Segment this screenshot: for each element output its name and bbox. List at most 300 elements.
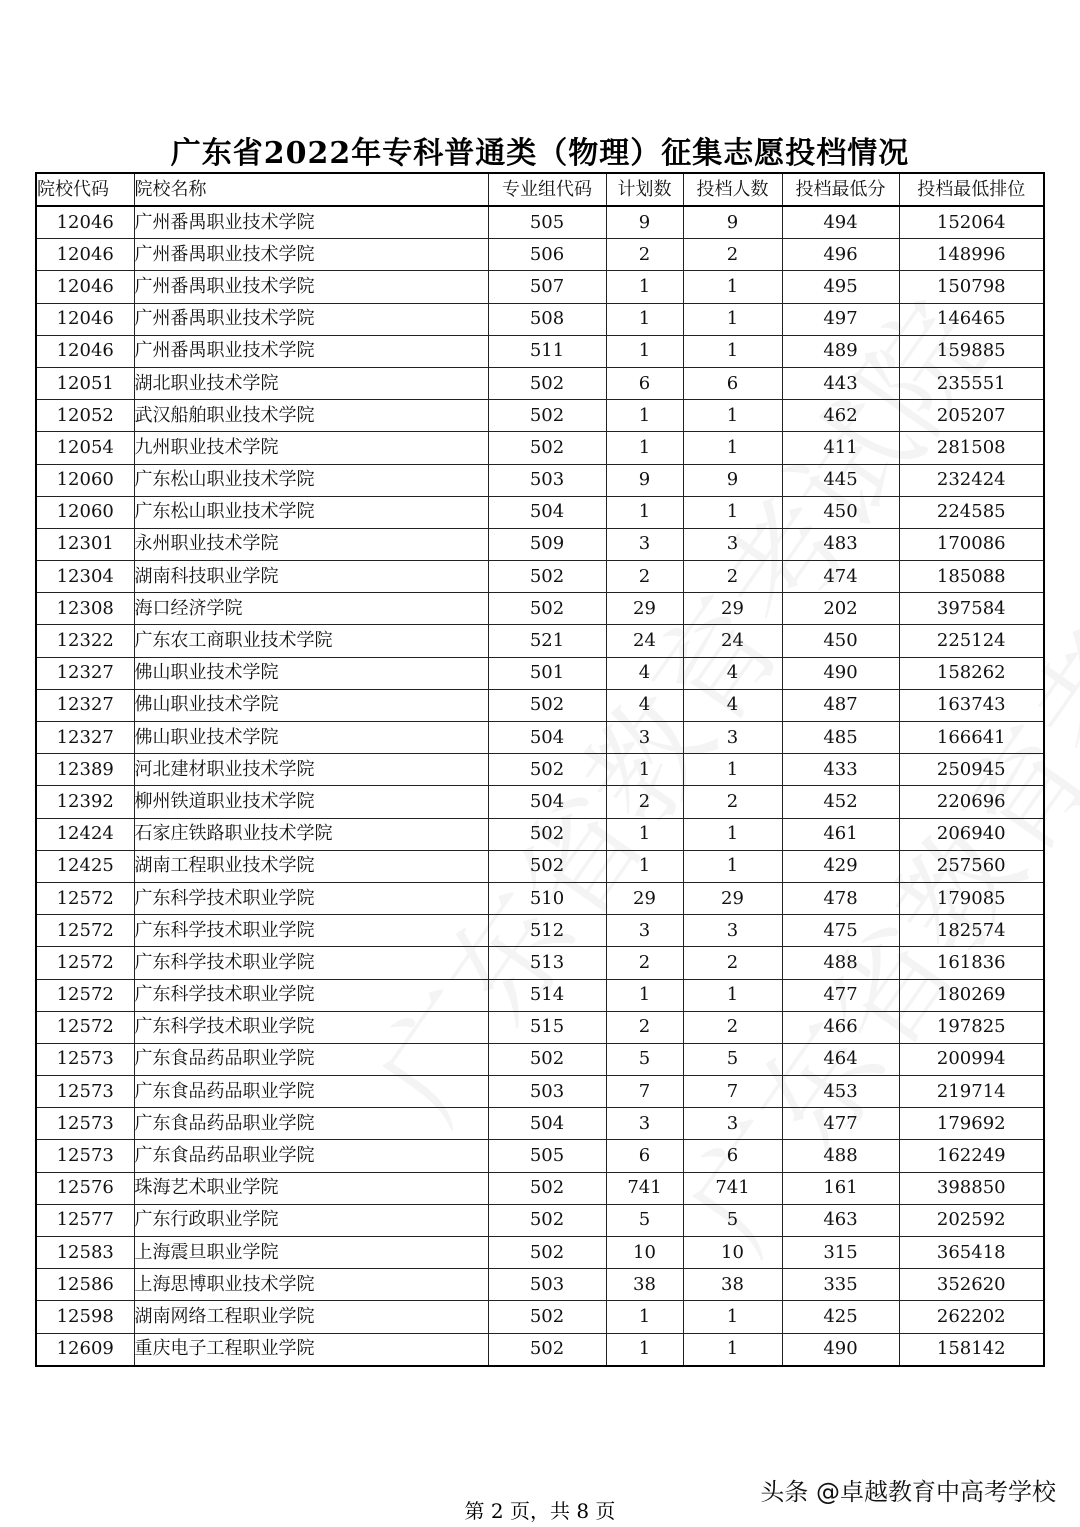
table-cell: 3 <box>606 1108 683 1140</box>
table-cell: 179085 <box>899 882 1044 914</box>
table-row <box>36 657 1044 689</box>
table-cell: 1 <box>606 271 683 303</box>
table-cell: 上海思博职业技术学院 <box>134 1269 488 1301</box>
table-cell: 148996 <box>899 239 1044 271</box>
table-cell: 501 <box>488 657 606 689</box>
table-row <box>36 1237 1044 1269</box>
table-cell: 1 <box>683 432 782 464</box>
table-cell: 广东松山职业技术学院 <box>134 464 488 496</box>
table-row <box>36 367 1044 399</box>
column-header: 院校名称 <box>134 173 488 206</box>
table-cell: 335 <box>782 1269 899 1301</box>
table-cell: 广东行政职业学院 <box>134 1204 488 1236</box>
table-cell: 257560 <box>899 850 1044 882</box>
table-cell: 12576 <box>36 1172 134 1204</box>
table-cell: 2 <box>683 1011 782 1043</box>
table-cell: 146465 <box>899 303 1044 335</box>
table-row <box>36 528 1044 560</box>
table-cell: 494 <box>782 206 899 239</box>
table-cell: 170086 <box>899 528 1044 560</box>
table-cell: 502 <box>488 367 606 399</box>
table-cell: 湖南工程职业技术学院 <box>134 850 488 882</box>
table-cell: 12572 <box>36 882 134 914</box>
table-cell: 502 <box>488 1237 606 1269</box>
table-cell: 315 <box>782 1237 899 1269</box>
table-cell: 502 <box>488 1333 606 1366</box>
table-cell: 488 <box>782 1140 899 1172</box>
table-cell: 4 <box>683 657 782 689</box>
table-cell: 488 <box>782 947 899 979</box>
table-cell: 2 <box>683 786 782 818</box>
table-cell: 502 <box>488 1301 606 1333</box>
table-cell: 12609 <box>36 1333 134 1366</box>
table-cell: 158262 <box>899 657 1044 689</box>
table-cell: 上海震旦职业学院 <box>134 1237 488 1269</box>
table-cell: 柳州铁道职业技术学院 <box>134 786 488 818</box>
table-row <box>36 1172 1044 1204</box>
table-cell: 398850 <box>899 1172 1044 1204</box>
table-cell: 广州番禺职业技术学院 <box>134 271 488 303</box>
table-cell: 202592 <box>899 1204 1044 1236</box>
table-cell: 12392 <box>36 786 134 818</box>
table-cell: 1 <box>683 1333 782 1366</box>
table-cell: 512 <box>488 915 606 947</box>
table-cell: 12425 <box>36 850 134 882</box>
table-cell: 453 <box>782 1076 899 1108</box>
column-header: 院校代码 <box>36 173 134 206</box>
table-cell: 425 <box>782 1301 899 1333</box>
table-cell: 1 <box>606 432 683 464</box>
watermark-credit: 头条 @卓越教育中高考学校 <box>760 1478 1056 1506</box>
table-cell: 496 <box>782 239 899 271</box>
table-cell: 1 <box>683 979 782 1011</box>
table-cell: 1 <box>683 850 782 882</box>
table-cell: 225124 <box>899 625 1044 657</box>
table-cell: 4 <box>683 689 782 721</box>
table-cell: 12054 <box>36 432 134 464</box>
table-cell: 502 <box>488 754 606 786</box>
table-cell: 12051 <box>36 367 134 399</box>
table-cell: 1 <box>683 754 782 786</box>
column-header: 投档最低排位 <box>899 173 1044 206</box>
table-cell: 150798 <box>899 271 1044 303</box>
table-cell: 450 <box>782 625 899 657</box>
table-cell: 广东食品药品职业学院 <box>134 1076 488 1108</box>
table-cell: 510 <box>488 882 606 914</box>
table-cell: 503 <box>488 1269 606 1301</box>
table-cell: 12052 <box>36 400 134 432</box>
table-cell: 12060 <box>36 496 134 528</box>
column-header: 专业组代码 <box>488 173 606 206</box>
table-cell: 250945 <box>899 754 1044 786</box>
table-cell: 429 <box>782 850 899 882</box>
table-cell: 503 <box>488 1076 606 1108</box>
table-cell: 12308 <box>36 593 134 625</box>
table-cell: 200994 <box>899 1043 1044 1075</box>
table-cell: 521 <box>488 625 606 657</box>
table-cell: 广东科学技术职业学院 <box>134 947 488 979</box>
table-cell: 1 <box>683 1301 782 1333</box>
table-row <box>36 496 1044 528</box>
table-cell: 1 <box>683 818 782 850</box>
table-cell: 495 <box>782 271 899 303</box>
table-cell: 3 <box>683 528 782 560</box>
table-cell: 502 <box>488 1043 606 1075</box>
column-header: 投档最低分 <box>782 173 899 206</box>
table-cell: 12424 <box>36 818 134 850</box>
table-cell: 佛山职业技术学院 <box>134 657 488 689</box>
table-cell: 502 <box>488 1172 606 1204</box>
table-cell: 5 <box>606 1204 683 1236</box>
table-cell: 9 <box>606 206 683 239</box>
table-cell: 1 <box>606 754 683 786</box>
table-cell: 152064 <box>899 206 1044 239</box>
table-cell: 12572 <box>36 947 134 979</box>
table-cell: 490 <box>782 1333 899 1366</box>
table-cell: 4 <box>606 657 683 689</box>
table-cell: 3 <box>683 915 782 947</box>
table-cell: 河北建材职业技术学院 <box>134 754 488 786</box>
table-cell: 445 <box>782 464 899 496</box>
table-cell: 161836 <box>899 947 1044 979</box>
table-cell: 12046 <box>36 239 134 271</box>
table-cell: 29 <box>683 882 782 914</box>
table-cell: 2 <box>606 239 683 271</box>
table-cell: 12327 <box>36 657 134 689</box>
table-row <box>36 593 1044 625</box>
table-cell: 10 <box>683 1237 782 1269</box>
table-cell: 2 <box>683 947 782 979</box>
table-cell: 477 <box>782 979 899 1011</box>
table-cell: 205207 <box>899 400 1044 432</box>
table-cell: 广州番禺职业技术学院 <box>134 239 488 271</box>
table-cell: 504 <box>488 1108 606 1140</box>
table-cell: 武汉船舶职业技术学院 <box>134 400 488 432</box>
table-cell: 224585 <box>899 496 1044 528</box>
table-cell: 741 <box>683 1172 782 1204</box>
table-cell: 502 <box>488 689 606 721</box>
table-cell: 广东科学技术职业学院 <box>134 979 488 1011</box>
table-row <box>36 850 1044 882</box>
table-cell: 12573 <box>36 1043 134 1075</box>
table-cell: 2 <box>606 561 683 593</box>
table-row <box>36 1204 1044 1236</box>
table-row <box>36 915 1044 947</box>
table-cell: 502 <box>488 400 606 432</box>
table-cell: 12389 <box>36 754 134 786</box>
table-cell: 490 <box>782 657 899 689</box>
table-cell: 161 <box>782 1172 899 1204</box>
table-row <box>36 979 1044 1011</box>
table-cell: 206940 <box>899 818 1044 850</box>
table-cell: 广东食品药品职业学院 <box>134 1108 488 1140</box>
table-cell: 1 <box>606 400 683 432</box>
table-cell: 12577 <box>36 1204 134 1236</box>
table-cell: 502 <box>488 432 606 464</box>
table-body <box>36 206 1044 1366</box>
table-cell: 281508 <box>899 432 1044 464</box>
table-cell: 502 <box>488 850 606 882</box>
table-row <box>36 947 1044 979</box>
table-cell: 38 <box>683 1269 782 1301</box>
table-cell: 262202 <box>899 1301 1044 1333</box>
table-row <box>36 1043 1044 1075</box>
table-cell: 12304 <box>36 561 134 593</box>
admission-table <box>35 172 1045 1367</box>
table-cell: 452 <box>782 786 899 818</box>
table-cell: 507 <box>488 271 606 303</box>
table-cell: 504 <box>488 786 606 818</box>
table-cell: 广东农工商职业技术学院 <box>134 625 488 657</box>
table-cell: 461 <box>782 818 899 850</box>
table-cell: 5 <box>683 1043 782 1075</box>
table-row <box>36 1333 1044 1366</box>
table-cell: 1 <box>683 271 782 303</box>
table-cell: 3 <box>606 528 683 560</box>
table-cell: 352620 <box>899 1269 1044 1301</box>
table-cell: 佛山职业技术学院 <box>134 722 488 754</box>
table-row <box>36 786 1044 818</box>
table-cell: 5 <box>606 1043 683 1075</box>
table-cell: 12046 <box>36 335 134 367</box>
table-row <box>36 1140 1044 1172</box>
table-cell: 220696 <box>899 786 1044 818</box>
table-cell: 158142 <box>899 1333 1044 1366</box>
table-cell: 180269 <box>899 979 1044 1011</box>
table-cell: 365418 <box>899 1237 1044 1269</box>
table-cell: 佛山职业技术学院 <box>134 689 488 721</box>
table-cell: 502 <box>488 593 606 625</box>
table-cell: 29 <box>606 593 683 625</box>
table-cell: 6 <box>606 1140 683 1172</box>
table-row <box>36 271 1044 303</box>
table-cell: 29 <box>683 593 782 625</box>
table-row <box>36 689 1044 721</box>
column-header: 计划数 <box>606 173 683 206</box>
table-row <box>36 882 1044 914</box>
table-cell: 513 <box>488 947 606 979</box>
table-cell: 1 <box>683 303 782 335</box>
table-cell: 3 <box>683 1108 782 1140</box>
table-cell: 182574 <box>899 915 1044 947</box>
table-cell: 202 <box>782 593 899 625</box>
table-row <box>36 1011 1044 1043</box>
table-cell: 7 <box>606 1076 683 1108</box>
table-cell: 海口经济学院 <box>134 593 488 625</box>
table-cell: 503 <box>488 464 606 496</box>
table-cell: 741 <box>606 1172 683 1204</box>
table-cell: 12572 <box>36 1011 134 1043</box>
table-cell: 2 <box>683 239 782 271</box>
table-cell: 12586 <box>36 1269 134 1301</box>
page-title: 广东省2022年专科普通类（物理）征集志愿投档情况 <box>170 136 910 171</box>
table-cell: 重庆电子工程职业学院 <box>134 1333 488 1366</box>
table-cell: 505 <box>488 206 606 239</box>
table-cell: 433 <box>782 754 899 786</box>
table-row <box>36 1108 1044 1140</box>
table-cell: 1 <box>606 1301 683 1333</box>
table-cell: 3 <box>683 722 782 754</box>
table-cell: 1 <box>606 303 683 335</box>
table-cell: 38 <box>606 1269 683 1301</box>
table-cell: 179692 <box>899 1108 1044 1140</box>
table-cell: 487 <box>782 689 899 721</box>
table-row <box>36 335 1044 367</box>
table-cell: 489 <box>782 335 899 367</box>
table-cell: 5 <box>683 1204 782 1236</box>
table-cell: 185088 <box>899 561 1044 593</box>
table-row <box>36 400 1044 432</box>
table-cell: 12060 <box>36 464 134 496</box>
table-cell: 2 <box>683 561 782 593</box>
table-cell: 474 <box>782 561 899 593</box>
table-cell: 广州番禺职业技术学院 <box>134 303 488 335</box>
table-row <box>36 754 1044 786</box>
table-row <box>36 625 1044 657</box>
table-cell: 12327 <box>36 689 134 721</box>
table-cell: 483 <box>782 528 899 560</box>
table-cell: 12573 <box>36 1076 134 1108</box>
table-cell: 1 <box>683 496 782 528</box>
table-cell: 509 <box>488 528 606 560</box>
table-cell: 9 <box>606 464 683 496</box>
table-cell: 162249 <box>899 1140 1044 1172</box>
table-row <box>36 1076 1044 1108</box>
table-cell: 1 <box>606 979 683 1011</box>
table-cell: 466 <box>782 1011 899 1043</box>
page-number: 第 2 页，共 8 页 <box>464 1499 616 1523</box>
table-cell: 166641 <box>899 722 1044 754</box>
table-cell: 石家庄铁路职业技术学院 <box>134 818 488 850</box>
table-cell: 477 <box>782 1108 899 1140</box>
table-row <box>36 239 1044 271</box>
table-cell: 12322 <box>36 625 134 657</box>
table-cell: 7 <box>683 1076 782 1108</box>
table-cell: 508 <box>488 303 606 335</box>
table-cell: 永州职业技术学院 <box>134 528 488 560</box>
table-cell: 2 <box>606 947 683 979</box>
table-cell: 463 <box>782 1204 899 1236</box>
table-cell: 24 <box>683 625 782 657</box>
table-cell: 12046 <box>36 271 134 303</box>
table-cell: 12046 <box>36 206 134 239</box>
table-cell: 511 <box>488 335 606 367</box>
table-cell: 广东松山职业技术学院 <box>134 496 488 528</box>
table-cell: 12598 <box>36 1301 134 1333</box>
table-row <box>36 561 1044 593</box>
table-cell: 6 <box>606 367 683 399</box>
table-cell: 湖北职业技术学院 <box>134 367 488 399</box>
table-cell: 3 <box>606 915 683 947</box>
table-row <box>36 818 1044 850</box>
table-row <box>36 464 1044 496</box>
table-cell: 485 <box>782 722 899 754</box>
table-cell: 广州番禺职业技术学院 <box>134 335 488 367</box>
table-cell: 12327 <box>36 722 134 754</box>
table-cell: 广东科学技术职业学院 <box>134 882 488 914</box>
table-cell: 9 <box>683 206 782 239</box>
table-cell: 505 <box>488 1140 606 1172</box>
table-cell: 504 <box>488 722 606 754</box>
table-cell: 478 <box>782 882 899 914</box>
table-cell: 514 <box>488 979 606 1011</box>
table-cell: 450 <box>782 496 899 528</box>
table-row <box>36 206 1044 239</box>
table-cell: 1 <box>606 818 683 850</box>
table-cell: 珠海艺术职业学院 <box>134 1172 488 1204</box>
table-cell: 502 <box>488 818 606 850</box>
table-cell: 197825 <box>899 1011 1044 1043</box>
table-cell: 湖南科技职业学院 <box>134 561 488 593</box>
table-row <box>36 432 1044 464</box>
table-cell: 29 <box>606 882 683 914</box>
table-cell: 497 <box>782 303 899 335</box>
table-row <box>36 722 1044 754</box>
table-cell: 10 <box>606 1237 683 1269</box>
table-cell: 1 <box>606 1333 683 1366</box>
table-cell: 411 <box>782 432 899 464</box>
table-cell: 3 <box>606 722 683 754</box>
table-cell: 6 <box>683 367 782 399</box>
table-cell: 12572 <box>36 979 134 1011</box>
table-cell: 1 <box>606 496 683 528</box>
table-cell: 506 <box>488 239 606 271</box>
column-header: 投档人数 <box>683 173 782 206</box>
table-row <box>36 303 1044 335</box>
table-cell: 1 <box>606 335 683 367</box>
table-cell: 广州番禺职业技术学院 <box>134 206 488 239</box>
table-cell: 232424 <box>899 464 1044 496</box>
table-row <box>36 1269 1044 1301</box>
table-cell: 广东科学技术职业学院 <box>134 1011 488 1043</box>
table-cell: 12301 <box>36 528 134 560</box>
table-cell: 443 <box>782 367 899 399</box>
table-cell: 1 <box>683 335 782 367</box>
table-cell: 1 <box>683 400 782 432</box>
table-cell: 12573 <box>36 1140 134 1172</box>
table-cell: 12046 <box>36 303 134 335</box>
table-cell: 2 <box>606 786 683 818</box>
table-cell: 1 <box>606 850 683 882</box>
table-cell: 159885 <box>899 335 1044 367</box>
table-cell: 24 <box>606 625 683 657</box>
table-cell: 2 <box>606 1011 683 1043</box>
table-cell: 397584 <box>899 593 1044 625</box>
table-header-row <box>36 173 1044 206</box>
table-cell: 4 <box>606 689 683 721</box>
table-cell: 515 <box>488 1011 606 1043</box>
table-cell: 462 <box>782 400 899 432</box>
table-cell: 广东食品药品职业学院 <box>134 1043 488 1075</box>
table-cell: 504 <box>488 496 606 528</box>
table-row <box>36 1301 1044 1333</box>
table-cell: 广东食品药品职业学院 <box>134 1140 488 1172</box>
table-cell: 163743 <box>899 689 1044 721</box>
table-cell: 219714 <box>899 1076 1044 1108</box>
table-cell: 475 <box>782 915 899 947</box>
table-cell: 464 <box>782 1043 899 1075</box>
table-cell: 9 <box>683 464 782 496</box>
table-cell: 12573 <box>36 1108 134 1140</box>
table-cell: 502 <box>488 1204 606 1236</box>
table-cell: 广东科学技术职业学院 <box>134 915 488 947</box>
table-cell: 235551 <box>899 367 1044 399</box>
table-cell: 湖南网络工程职业学院 <box>134 1301 488 1333</box>
table-cell: 九州职业技术学院 <box>134 432 488 464</box>
table-cell: 12583 <box>36 1237 134 1269</box>
table-cell: 6 <box>683 1140 782 1172</box>
table-cell: 12572 <box>36 915 134 947</box>
